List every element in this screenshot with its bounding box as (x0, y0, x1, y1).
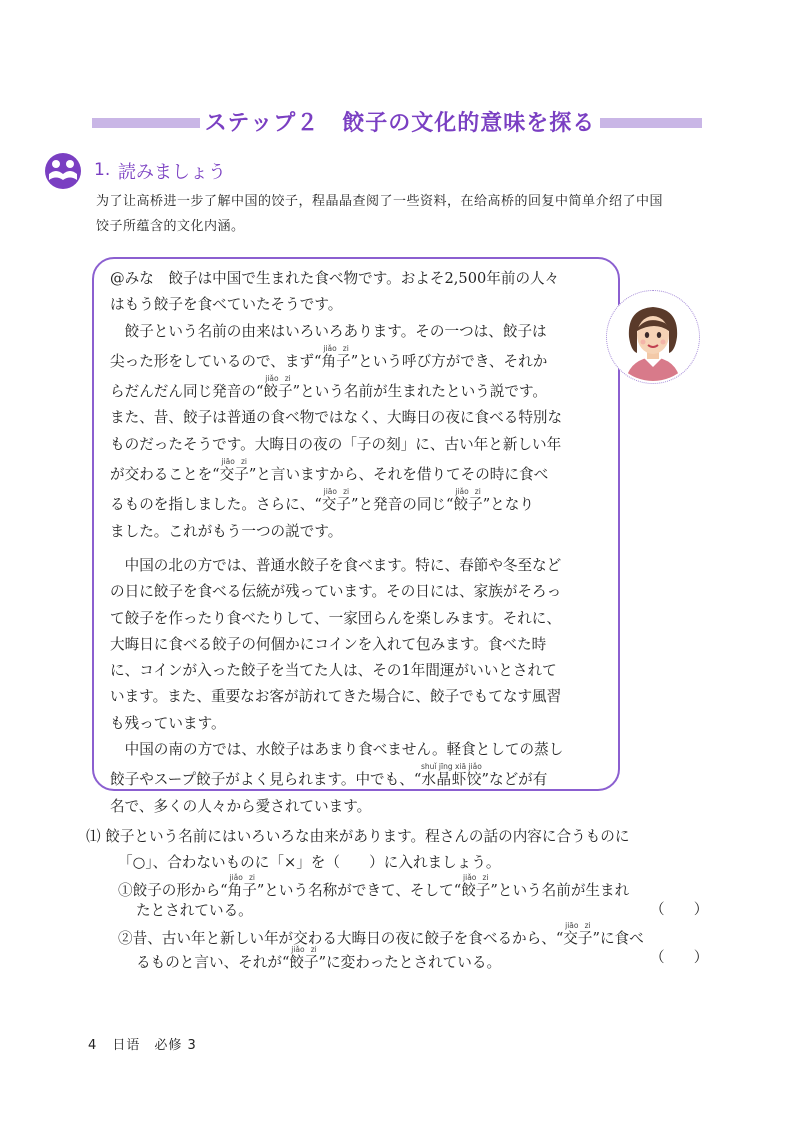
ruby-word: 水晶虾饺shuǐ jīng xiā jiǎo (421, 762, 482, 789)
passage-line: 中国の北の方では、普通水餃子を食べます。特に、春節や冬至など (124, 556, 562, 574)
intro-line-1: 为了让高桥进一步了解中国的饺子，程晶晶查阅了一些资料，在给高桥的回复中简单介绍了中国 (96, 194, 664, 209)
answer-blank-2[interactable]: （ ） (650, 949, 709, 966)
passage-line: 大晦日に食べる餃子の何個かにコインを入れて包みます。食べた時 (110, 635, 547, 653)
question-item-1-line-2: たとされている。 (136, 902, 253, 919)
passage-line: て餃子を作ったり食べたりして、一家団らんを楽しみます。それに、 (110, 609, 561, 627)
passage-line: また、昔、餃子は普通の食べ物ではなく、大晦日の夜に食べる特別な (110, 409, 563, 427)
passage-line: るものを指しました。さらに、“交子jiāo zi”と発音の同じ“餃子jiǎo zi”となり (110, 487, 534, 514)
title-bar-right (590, 118, 702, 128)
title-bar-left (92, 118, 204, 128)
section-title: 読みましょう (118, 162, 226, 183)
question-item-2-line-1: ②昔、古い年と新しい年が交わる大晦日の夜に餃子を食べるから、“交子jiāo zi”に食べ (118, 921, 644, 947)
book-title: 日语 必修 3 (112, 1038, 197, 1053)
passage-line: ものだったそうです。大晦日の夜の「子の刻」に、古い年と新しい年 (110, 435, 562, 453)
passage-line: も残っています。 (110, 714, 226, 732)
passage-line: の日に餃子を食べる伝統が残っています。その日には、家族がそろっ (110, 583, 562, 601)
ruby-word: 交子jiāo zi (219, 457, 249, 484)
question-1-line-1: ⑴ 餃子という名前にはいろいろな由来があります。程さんの話の内容に合うものに (86, 828, 630, 845)
ruby-word: 餃子jiǎo zi (263, 374, 293, 401)
girl-avatar-icon (606, 290, 700, 384)
passage-line: 名で、多くの人々から愛されています。 (110, 797, 372, 815)
passage-line: はもう餃子を食べていたそうです。 (110, 296, 343, 314)
ruby-word: 餃子jiǎo zi (453, 487, 483, 514)
ruby-word: 角子jiǎo zi (321, 343, 351, 370)
answer-blank-1[interactable]: （ ） (650, 901, 709, 918)
page-footer (88, 1034, 207, 1053)
ruby-word: 餃子jiǎo zi (461, 873, 491, 899)
ruby-word: 角子jiǎo zi (227, 873, 257, 899)
passage-line: います。また、重要なお客が訪れてきた場合に、餃子でもてなす風習 (110, 688, 562, 706)
passage-line: らだんだん同じ発音の“餃子jiǎo zi”という名前が生まれたという説です。 (110, 374, 547, 401)
question-item-2-line-2: るものと言い、それが“餃子jiǎo zi”に変わったとされている。 (136, 945, 502, 971)
ruby-word: 交子jiāo zi (563, 921, 593, 947)
ruby-word: 餃子jiǎo zi (289, 945, 319, 971)
section-intro (96, 189, 706, 239)
question-1-line-2: 「○」、合わないものに「×」を（ ）に入れましょう。 (118, 854, 501, 871)
reading-people-icon (44, 152, 82, 190)
passage-line: 中国の南の方では、水餃子はあまり食べません。軽食としての蒸し (124, 741, 564, 759)
passage-line: 餃子という名前の由来はいろいろあります。その一つは、餃子は (124, 322, 547, 340)
passage-text (110, 266, 610, 820)
page-number: 4 (88, 1038, 98, 1053)
question-item-1-line-1: ①餃子の形から“角子jiǎo zi”という名称ができて、そして“餃子jiǎo zi”という名前が生まれ (118, 873, 630, 899)
ruby-word: 交子jiāo zi (321, 487, 351, 514)
passage-line: 餃子やスープ餃子がよく見られます。中でも、“水晶虾饺shuǐ jīng xiā jiǎo”などが有 (110, 762, 548, 789)
intro-line-2: 饺子所蕴含的文化内涵。 (96, 219, 245, 234)
section-number: 1. (94, 160, 111, 180)
passage-line: が交わることを“交子jiāo zi”と言いますから、それを借りてその時に食べ (110, 457, 549, 484)
passage-line: ました。これがもう一つの説です。 (110, 522, 343, 540)
passage-line: 尖った形をしているので、まず“角子jiǎo zi”という呼び方ができ、それか (110, 343, 548, 370)
passage-line: @みな 餃子は中国で生まれた食べ物です。およそ2,500年前の人々 (110, 270, 560, 287)
passage-line: に、コインが入った餃子を当てた人は、その1年間運がいいとされて (110, 662, 557, 680)
page-title: ステップ２ 餃子の文化的意味を探る (200, 106, 600, 137)
